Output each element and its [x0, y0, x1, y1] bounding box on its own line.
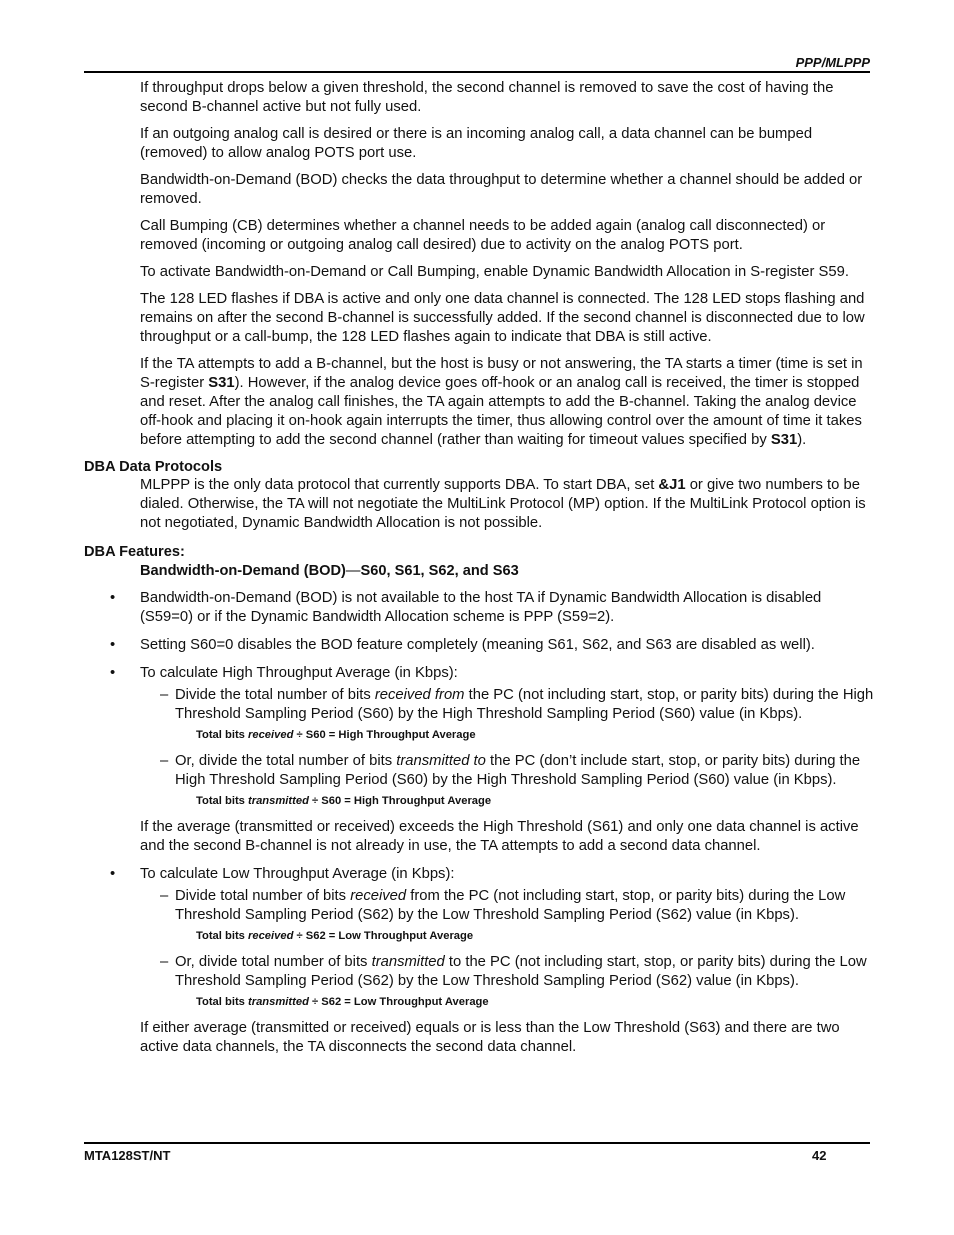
- paragraph: The 128 LED flashes if DBA is active and only one data channel is connected. The 128 LED stops flashing and remains on after the second B-channel is successfully added. If the second channel is disconnected due to low throughput or a call-bump, the 128 LED flashes again to indicate that DBA is still active.: [140, 291, 865, 345]
- bullet-item: • Bandwidth-on-Demand (BOD) is not available to the host TA if Dynamic Bandwidth Allocation is disabled (S59=0) or if the Dynamic Bandwidth Allocation scheme is PPP (S59=2).: [110, 590, 822, 625]
- bullet-item: • To calculate Low Throughput Average (in Kbps):: [110, 866, 455, 882]
- paragraph: If either average (transmitted or received) equals or is less than the Low Threshold (S63) and there are two active data channels, the TA disconnects the second data channel.: [140, 1020, 840, 1055]
- bullet-marker: •: [110, 590, 116, 606]
- formula: Total bits transmitted ÷ S62 = Low Throughput Average: [196, 996, 489, 1008]
- sub-item: – Or, divide total number of bits transmitted to the PC (not including start, stop, or parity bits) during the Low Threshold Sampling Period (S62) by the Low Threshold Sampling Period (S62) value (in Kbps).: [160, 954, 867, 989]
- bullet-item: • Setting S60=0 disables the BOD feature completely (meaning S61, S62, and S63 are disabled as well).: [110, 637, 815, 653]
- dash-marker: –: [160, 954, 169, 970]
- sub-item: – Divide total number of bits received from the PC (not including start, stop, or parity bits) during the Low Threshold Sampling Period (S62) by the Low Threshold Sampling Period (S62) value (in Kbps).: [160, 888, 846, 923]
- paragraph: Bandwidth-on-Demand (BOD) checks the data throughput to determine whether a channel should be added or removed.: [140, 172, 863, 207]
- formula: Total bits received ÷ S62 = Low Throughput Average: [196, 930, 474, 942]
- dash-marker: –: [160, 888, 169, 904]
- footer-model: MTA128ST/NT: [84, 1148, 171, 1163]
- protocols-paragraph: MLPPP is the only data protocol that currently supports DBA. To start DBA, set &J1 or give two numbers to be dialed. Otherwise, the TA will not negotiate the MultiLink Protocol (MP) option. If the MultiLink Protocol option is not negotiated, Dynamic Bandwidth Allocation is not possible.: [140, 477, 866, 531]
- dash-marker: –: [160, 753, 169, 769]
- section-heading-protocols: DBA Data Protocols: [84, 459, 223, 475]
- sub-item: – Or, divide the total number of bits transmitted to the PC (don’t include start, stop, or parity bits) during the High Threshold Sampling Period (S60) by the High Threshold Sampling Period (S60) value (in Kbps).: [160, 753, 861, 788]
- formula: Total bits transmitted ÷ S60 = High Throughput Average: [196, 795, 492, 807]
- paragraph: To activate Bandwidth-on-Demand or Call Bumping, enable Dynamic Bandwidth Allocation in S-register S59.: [140, 264, 849, 280]
- section-heading-features: DBA Features:: [84, 544, 185, 560]
- bullet-marker: •: [110, 665, 116, 681]
- formula: Total bits received ÷ S60 = High Throughput Average: [196, 729, 476, 741]
- dash-marker: –: [160, 687, 169, 703]
- paragraph: Call Bumping (CB) determines whether a channel needs to be added again (analog call disconnected) or removed (incoming or outgoing analog call desired) due to activity on the analog POTS port.: [140, 218, 826, 253]
- bullet-item: • To calculate High Throughput Average (in Kbps):: [110, 665, 458, 681]
- header-rule: [84, 71, 870, 73]
- page-number: 42: [812, 1148, 827, 1163]
- page-body: [84, 79, 874, 1065]
- subsection-heading-bod: Bandwidth-on-Demand (BOD)—S60, S61, S62, and S63: [140, 563, 519, 579]
- paragraph: If an outgoing analog call is desired or there is an incoming analog call, a data channel can be bumped (removed) to allow analog POTS port use.: [140, 126, 813, 161]
- running-header: PPP/MLPPP: [795, 55, 870, 70]
- footer-rule: [84, 1142, 870, 1144]
- paragraph: If the average (transmitted or received) exceeds the High Threshold (S61) and only one data channel is active and the second B-channel is not already in use, the TA attempts to add a second data channel.: [140, 819, 859, 854]
- bullet-marker: •: [110, 637, 116, 653]
- paragraph: If throughput drops below a given threshold, the second channel is removed to save the cost of having the second B-channel active but not fully used.: [140, 80, 834, 115]
- timer-paragraph: If the TA attempts to add a B-channel, but the host is busy or not answering, the TA starts a timer (time is set in S-register S31). However, if the analog device goes off-hook or an analog call is received, the timer is stopped and reset. After the analog call finishes, the TA again attempts to add the B-channel. Taking the analog device off-hook and placing it on-hook again interrupts the timer, thus allowing control over the amount of time it takes before attempting to add the second channel (rather than waiting for timeout values specified by S31).: [140, 356, 863, 448]
- sub-item: – Divide the total number of bits received from the PC (not including start, stop, or parity bits) during the High Threshold Sampling Period (S60) by the High Threshold Sampling Period (S60) value (in Kbps).: [160, 687, 874, 722]
- bullet-marker: •: [110, 866, 116, 882]
